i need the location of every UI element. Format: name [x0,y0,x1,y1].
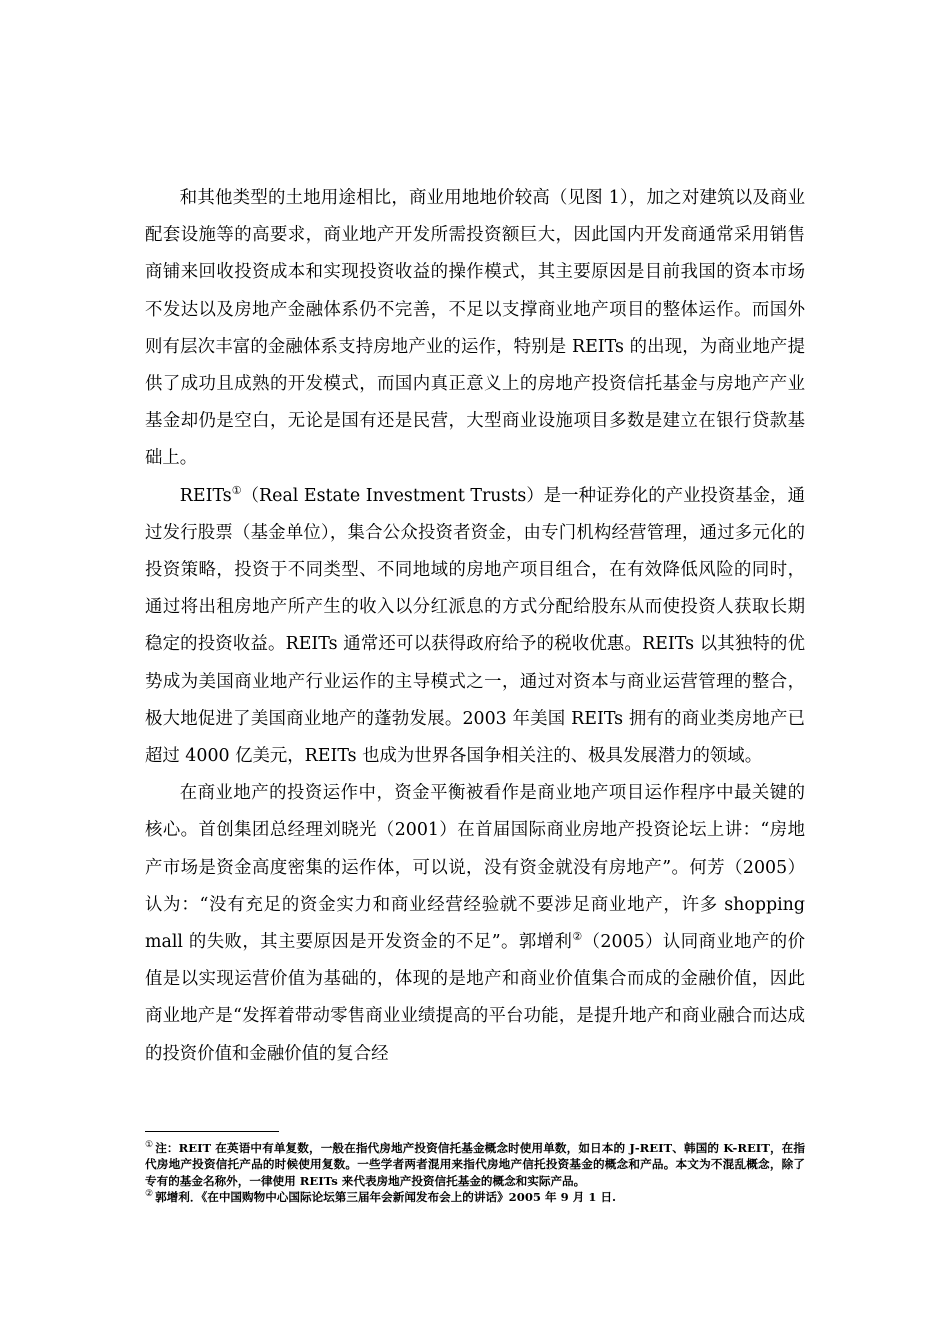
footnote-ref-2[interactable]: ② [572,930,583,944]
footnote-mark-2: ② [145,1189,154,1200]
body-text [145,180,805,1073]
footnote-separator [145,1131,279,1132]
footnote-mark-1: ① [145,1140,154,1151]
footnotes [145,1140,805,1206]
footnote-text-2: 郭增利．《在中国购物中心国际论坛第三届年会新闻发布会上的讲话》2005 年 9 月 1 日. [155,1190,617,1205]
paragraph-reits-definition: REITs①（Real Estate Investment Trusts）是一种证券化的产业投资基金，通过发行股票（基金单位），集合公众投资者资金，由专门机构经营管理，通过多元化的投资策略，投资于不同类型、不同地域的房地产项目组合，在有效降低风险的同时，通过将出租房地产所产生的收入以分红派息的方式分配给股东从而使投资人获取长期稳定的投资收益。REITs 通常还可以获得政府给予的税收优惠。REITs 以其独特的优势成为美国商业地产行业运作的主导模式之一，通过对资本与商业运营管理的整合，极大地促进了美国商业地产的蓬勃发展。2003 年美国 REITs 拥有的商业类房地产已超过 4000 亿美元，REITs 也成为世界各国争相关注的、极具发展潜力的领域。 [145,483,805,767]
footnote-1 [145,1140,805,1189]
footnote-ref-1[interactable]: ① [231,483,242,497]
paragraph-land-price: 和其他类型的土地用途相比，商业用地地价较高（见图 1），加之对建筑以及商业配套设施等的高要求，商业地产开发所需投资额巨大，因此国内开发商通常采用销售商铺来回收投资成本和实现投资收益的操作模式，其主要原因是目前我国的资本市场不发达以及房地产金融体系仍不完善，不足以支撑商业地产项目的整体运作。而国外则有层次丰富的金融体系支持房地产业的运作，特别是 REITs 的出现，为商业地产提供了成功且成熟的开发模式，而国内真正意义上的房地产投资信托基金与房地产产业基金却仍是空白，无论是国有还是民营，大型商业设施项目多数是建立在银行贷款基础上。 [145,188,805,469]
paragraph-capital-balance: 在商业地产的投资运作中，资金平衡被看作是商业地产项目运作程序中最关键的核心。首创集团总经理刘晓光（2001）在首届国际商业房地产投资论坛上讲：“房地产市场是资金高度密集的运作体，可以说，没有资金就没有房地产”。何芳（2005）认为：“没有充足的资金实力和商业经营经验就不要涉足商业地产，许多 shopping mall 的失败，其主要原因是开发资金的不足”。郭增利②（2005）认同商业地产的价值是以实现运营价值为基础的，体现的是地产和商业价值集合而成的金融价值，因此商业地产是“发挥着带动零售商业业绩提高的平台功能，是提升地产和商业融合而达成的投资价值和金融价值的复合经 [145,783,805,1064]
footnote-2 [145,1189,805,1205]
footnote-text-1: 注：REIT 在英语中有单复数，一般在指代房地产投资信托基金概念时使用单数，如日本的 J-REIT、韩国的 K-REIT，在指代房地产投资信托产品的时候使用复数。一些学者两者混用来指代房地产信托投资基金的概念和产品。本文为不混乱概念，除了专有的基金名称外，一律使用 REITs 来代表房地产投资信托基金的概念和实际产品。 [145,1141,805,1188]
